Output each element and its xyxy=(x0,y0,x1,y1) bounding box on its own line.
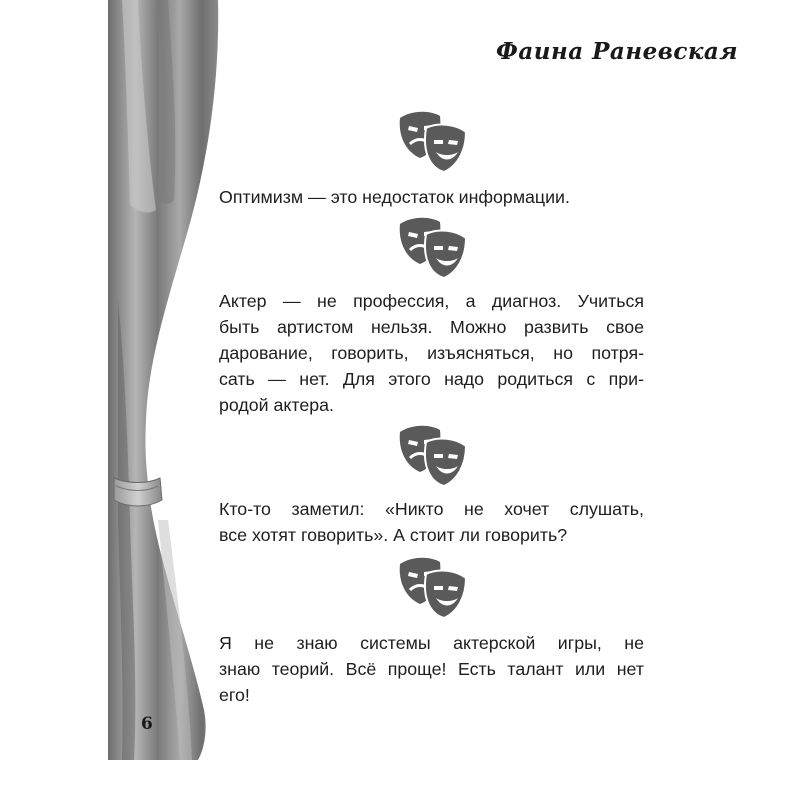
theater-masks-icon xyxy=(396,108,470,174)
page-number: 6 xyxy=(141,714,153,734)
quote-line: дарование, говорить, изъясняться, но потря- xyxy=(219,343,644,363)
quote-line: все хотят говорить». А стоит ли говорить? xyxy=(219,525,568,545)
quote-line: Я не знаю системы актерской игры, не xyxy=(219,633,644,653)
quote-line: Кто-то заметил: «Никто не хочет слушать, xyxy=(219,499,644,519)
quote-2 xyxy=(219,288,644,418)
curtain-illustration xyxy=(108,0,228,760)
quote-1 xyxy=(219,184,644,210)
quote-line: быть артистом нельзя. Можно развить свое xyxy=(219,317,644,337)
theater-masks-icon xyxy=(396,422,470,488)
theater-masks-icon xyxy=(396,554,470,620)
quote-line: его! xyxy=(219,685,250,705)
quote-4 xyxy=(219,630,644,708)
quote-line: Оптимизм — это недостаток информации. xyxy=(219,187,570,207)
quote-line: Актер — не профессия, а диагноз. Учиться xyxy=(219,291,644,311)
quote-line: сать — нет. Для этого надо родиться с при- xyxy=(219,369,644,389)
quote-line: знаю теорий. Всё проще! Есть талант или нет xyxy=(219,659,644,679)
author-name: Фаина Раневская xyxy=(496,38,739,65)
quote-3 xyxy=(219,496,644,548)
quote-line: родой актера. xyxy=(219,395,334,415)
theater-masks-icon xyxy=(396,214,470,280)
